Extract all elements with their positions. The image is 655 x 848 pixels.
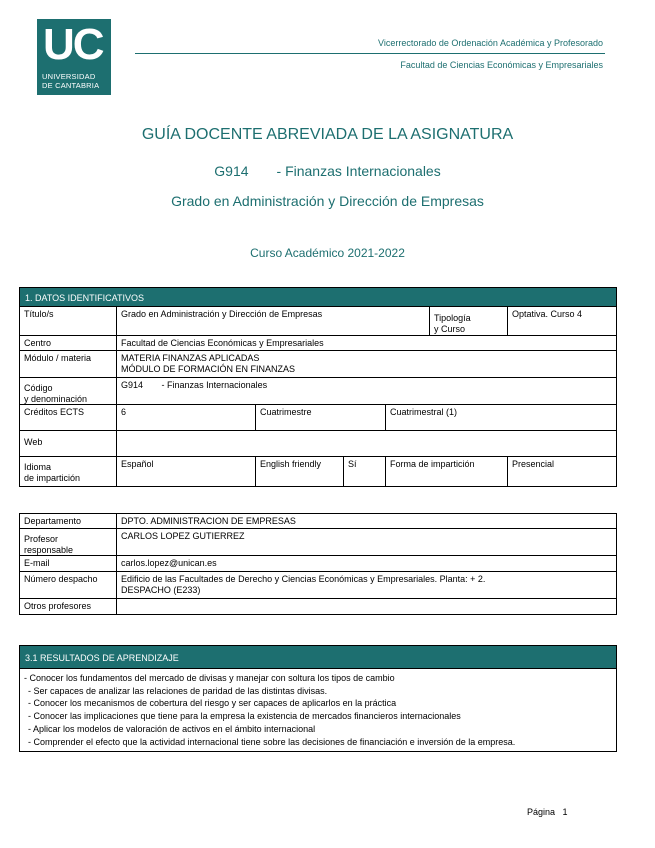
section-heading: 3.1 RESULTADOS DE APRENDIZAJE: [20, 646, 616, 669]
table-row: [20, 336, 616, 351]
profesor-value: CARLOS LOPEZ GUTIERREZ: [116, 529, 616, 555]
web-label: Web: [24, 437, 43, 447]
staff-table: [19, 513, 617, 615]
codigo-value: [116, 378, 616, 404]
email-value[interactable]: carlos.lopez@unican.es: [116, 556, 616, 571]
page-number: Página 1: [527, 807, 568, 817]
table-row: [20, 514, 616, 529]
codigo-code: G914: [121, 380, 144, 390]
forma-value: Presencial: [507, 457, 616, 486]
centro-value: Facultad de Ciencias Económicas y Empresariales: [116, 336, 616, 350]
modulo-value-line1: MATERIA FINANZAS APLICADAS: [121, 353, 260, 363]
cuatrimestre-value: Cuatrimestral (1): [385, 405, 616, 430]
subject-title: [0, 163, 655, 179]
creditos-value: 6: [116, 405, 255, 430]
learning-results-list: [20, 669, 616, 751]
subject-code: G914: [214, 163, 249, 179]
despacho-label: Número despacho: [24, 574, 98, 584]
learning-results-table: [19, 645, 617, 752]
table-row: [20, 351, 616, 378]
email-label: E-mail: [24, 558, 50, 568]
list-item: - Ser capaces de analizar las relaciones de paridad de las distintas divisas.: [28, 685, 328, 696]
logo-name-line1: UNIVERSIDAD: [42, 72, 96, 81]
codigo-label-line2: y denominación: [24, 394, 88, 404]
list-item: - Aplicar los modelos de valoración de activos en el ámbito internacional: [28, 723, 316, 734]
table-row: [20, 307, 616, 336]
titulo-value: Grado en Administración y Dirección de Empresas: [116, 307, 429, 335]
table-row: [20, 529, 616, 556]
tipologia-label: [429, 307, 507, 335]
idioma-label: [20, 457, 116, 486]
english-friendly-value: Sí: [343, 457, 385, 486]
despacho-value: [116, 572, 616, 598]
list-item: - Comprender el efecto que la actividad internacional tiene sobre las decisiones de financiación e inversión de la empresa.: [28, 736, 516, 747]
creditos-label: Créditos ECTS: [24, 407, 85, 417]
list-item: - Conocer los mecanismos de cobertura del riesgo y ser capaces de aplicarlos en la práctica: [28, 698, 397, 709]
table-row: [20, 599, 616, 614]
codigo-label: [20, 378, 116, 404]
modulo-value-line2: MÓDULO DE FORMACIÓN EN FINANZAS: [121, 364, 296, 374]
section-heading: 1. DATOS IDENTIFICATIVOS: [20, 288, 616, 307]
logo-name-line2: DE CANTABRIA: [42, 81, 100, 90]
academic-year: Curso Académico 2021-2022: [250, 246, 405, 260]
modulo-value: [116, 351, 616, 377]
university-logo: [37, 19, 111, 95]
cuatrimestre-label: Cuatrimestre: [255, 405, 385, 430]
codigo-name: - Finanzas Internacionales: [161, 380, 268, 390]
degree-title: Grado en Administración y Dirección de Empresas: [171, 193, 484, 209]
guide-title: GUÍA DOCENTE ABREVIADA DE LA ASIGNATURA: [141, 126, 514, 143]
english-friendly-label: English friendly: [255, 457, 343, 486]
header-facultad: Facultad de Ciencias Económicas y Empresariales: [400, 60, 603, 70]
modulo-label: Módulo / materia: [24, 353, 92, 363]
table-row: [20, 457, 616, 486]
table-row: [20, 431, 616, 457]
despacho-value-line1: Edificio de las Facultades de Derecho y Ciencias Económicas y Empresariales. Planta: + 2.: [121, 574, 486, 584]
departamento-value: DPTO. ADMINISTRACION DE EMPRESAS: [116, 514, 616, 528]
codigo-label-line1: Código: [24, 383, 53, 393]
tipologia-label-line2: y Curso: [434, 324, 466, 334]
profesor-label-line2: responsable: [24, 545, 74, 555]
tipologia-value: Optativa. Curso 4: [507, 307, 616, 335]
identification-table: [19, 287, 617, 487]
table-row: [20, 405, 616, 431]
table-row: [20, 556, 616, 572]
idioma-value: Español: [116, 457, 255, 486]
header-divider: [135, 53, 605, 54]
list-item: - Conocer las implicaciones que tiene para la empresa la existencia de mercados financieros internacionales: [28, 711, 461, 722]
departamento-label: Departamento: [24, 516, 82, 526]
titulo-label: Título/s: [24, 309, 54, 319]
otros-label: Otros profesores: [24, 601, 92, 611]
tipologia-label-line1: Tipología: [434, 313, 471, 323]
table-row: [20, 572, 616, 599]
profesor-label-line1: Profesor: [24, 534, 59, 544]
header-vicerrectorado: Vicerrectorado de Ordenación Académica y Profesorado: [378, 38, 603, 48]
web-value: [116, 431, 616, 456]
otros-value: [116, 599, 616, 614]
idioma-label-line1: Idioma: [24, 462, 52, 472]
subject-name: - Finanzas Internacionales: [276, 163, 441, 179]
centro-label: Centro: [24, 338, 52, 348]
logo-mark: UC: [43, 20, 103, 69]
forma-label: Forma de impartición: [385, 457, 507, 486]
table-row: [20, 378, 616, 405]
despacho-value-line2: DESPACHO (E233): [121, 585, 201, 595]
idioma-label-line2: de impartición: [24, 473, 81, 483]
profesor-label: [20, 529, 116, 555]
list-item: - Conocer los fundamentos del mercado de divisas y manejar con soltura los tipos de cambio: [24, 673, 395, 683]
